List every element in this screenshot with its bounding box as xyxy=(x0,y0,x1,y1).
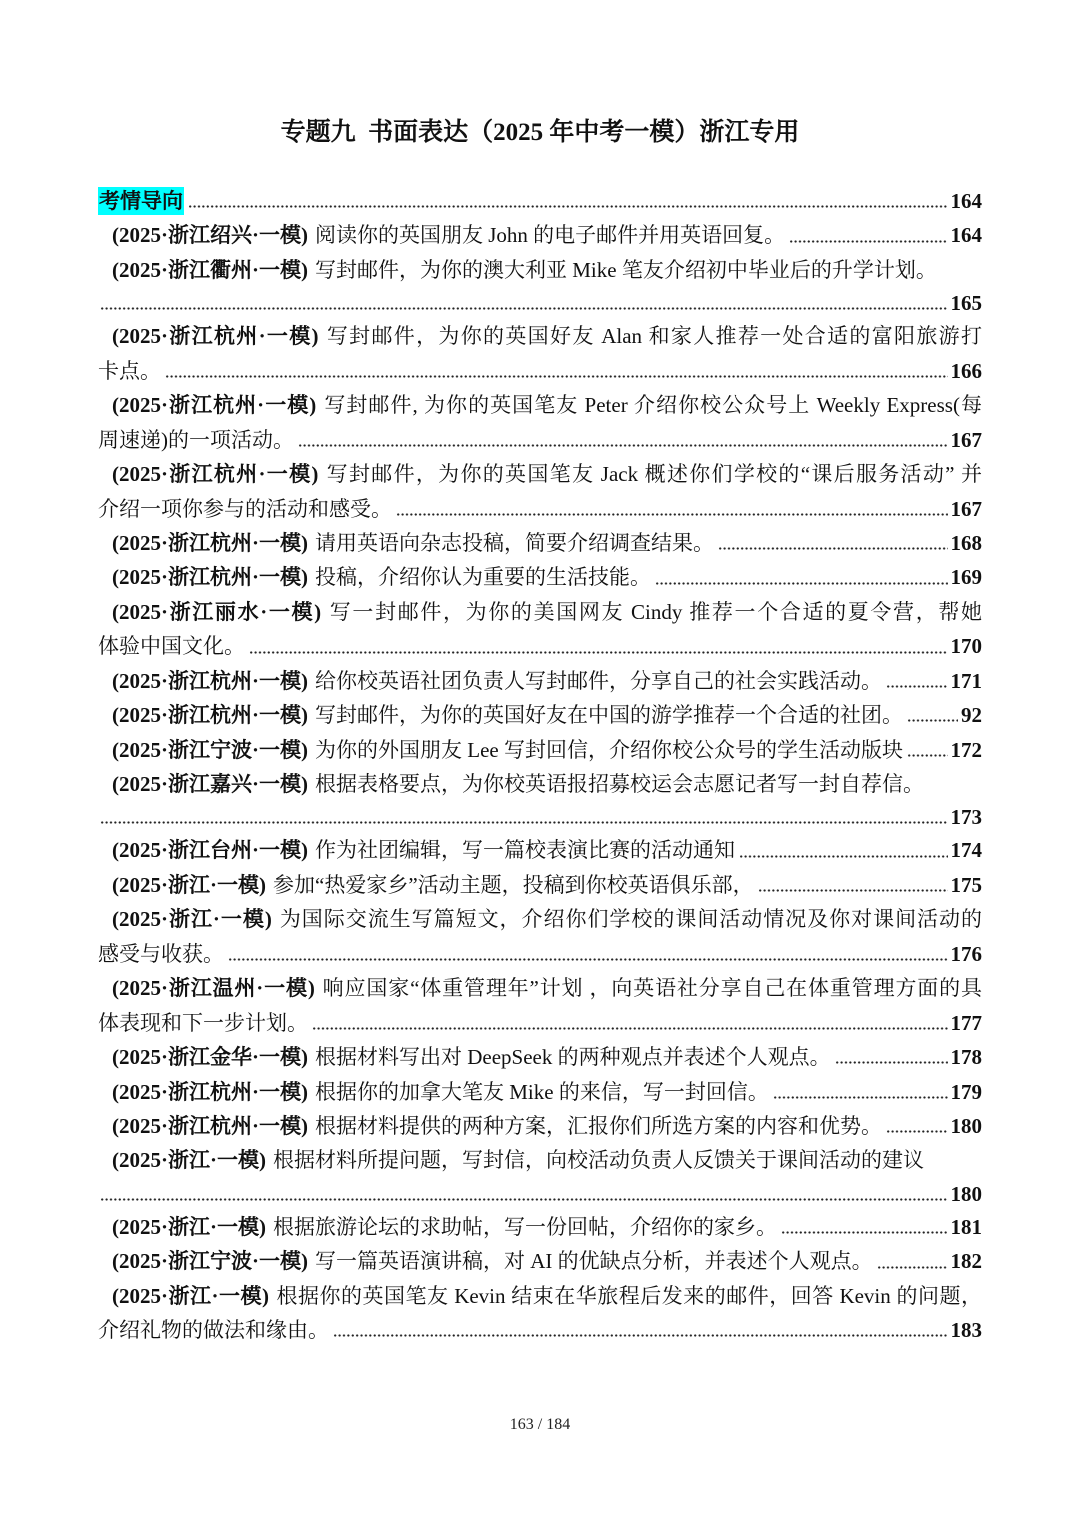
entry-line-text xyxy=(112,1210,777,1244)
entry-source: (2025·浙江丽水·一模) xyxy=(112,599,322,624)
entry-line-text xyxy=(112,733,903,767)
entry-text: 写封邮件，为你的英国好友 Alan 和家人推荐一处合适的富阳旅游打 xyxy=(325,324,982,349)
entry-line xyxy=(98,526,982,560)
entry-source: (2025·浙江杭州·一模) xyxy=(112,668,308,693)
entry-source: (2025·浙江绍兴·一模) xyxy=(112,223,308,248)
page-number: 172 xyxy=(950,737,982,762)
page-number: 179 xyxy=(950,1079,982,1104)
entry-leader-line xyxy=(98,1178,982,1210)
entry-line-text xyxy=(98,629,245,663)
toc-heading-row[interactable] xyxy=(98,184,982,218)
entry-line xyxy=(98,1143,982,1177)
dot-leader xyxy=(228,937,948,971)
toc-entry[interactable] xyxy=(98,733,982,767)
entry-text: 根据表格要点，为你校英语报招募校运会志愿记者写一封自荐信。 xyxy=(315,772,924,796)
page-indicator: 163 / 184 xyxy=(509,1416,571,1433)
entry-line xyxy=(98,1006,982,1040)
entry-text: 参加“热爱家乡”活动主题，投稿到你校英语俱乐部， xyxy=(273,872,754,897)
page-number: 180 xyxy=(950,1113,982,1138)
toc-entry[interactable] xyxy=(98,253,982,319)
dot-leader xyxy=(100,801,948,833)
entry-line xyxy=(98,629,982,663)
entry-line-text xyxy=(98,1006,308,1040)
page-number: 183 xyxy=(950,1318,982,1343)
entry-text: 根据你的英国笔友 Kevin 结束在华旅程后发来的邮件，回答 Kevin 的问题， xyxy=(275,1283,982,1308)
entry-line xyxy=(98,595,982,629)
entry-line xyxy=(98,902,982,936)
entry-line-text xyxy=(112,560,651,594)
entry-line xyxy=(98,457,982,491)
entry-text: 感受与收获。 xyxy=(98,941,224,966)
toc-entry[interactable] xyxy=(98,902,982,971)
entry-line xyxy=(98,354,982,388)
toc-entry[interactable] xyxy=(98,218,982,252)
entry-source: (2025·浙江宁波·一模) xyxy=(112,1249,308,1274)
toc-entries xyxy=(98,218,982,1347)
entry-line xyxy=(98,560,982,594)
entry-line xyxy=(98,218,982,252)
dot-leader xyxy=(100,1178,948,1210)
toc-entry[interactable] xyxy=(98,664,982,698)
dot-leader xyxy=(781,1210,948,1244)
entry-text: 阅读你的英国朋友 John 的电子邮件并用英语回复。 xyxy=(315,223,786,248)
entry-line xyxy=(98,253,982,287)
entry-line-text xyxy=(98,354,161,388)
page-number: 165 xyxy=(950,291,982,316)
entry-line-text xyxy=(98,492,392,526)
entry-line xyxy=(98,1040,982,1074)
page-number: 180 xyxy=(950,1181,982,1206)
entry-source: (2025·浙江·一模) xyxy=(112,1283,269,1308)
dot-leader xyxy=(718,526,948,560)
entry-line xyxy=(98,767,982,801)
page-title: 专题九 书面表达（2025 年中考一模）浙江专用 xyxy=(280,119,800,146)
dot-leader xyxy=(655,560,948,594)
entry-source: (2025·浙江嘉兴·一模) xyxy=(112,772,308,796)
dot-leader xyxy=(789,218,947,252)
dot-leader xyxy=(188,184,948,218)
toc-entry[interactable] xyxy=(98,1244,982,1278)
entry-line xyxy=(98,937,982,971)
entry-line xyxy=(98,868,982,902)
entry-text: 给你校英语社团负责人写封邮件，分享自己的社会实践活动。 xyxy=(315,668,882,693)
dot-leader xyxy=(312,1006,948,1040)
dot-leader xyxy=(758,868,948,902)
entry-source: (2025·浙江杭州·一模) xyxy=(112,565,308,590)
entry-source: (2025·浙江杭州·一模) xyxy=(112,393,317,418)
dot-leader xyxy=(835,1040,948,1074)
toc-entry[interactable] xyxy=(98,526,982,560)
entry-text: 写封邮件，为你的英国笔友 Jack 概述你们学校的“课后服务活动” 并 xyxy=(325,462,982,487)
entry-line xyxy=(98,423,982,457)
page-number: 167 xyxy=(950,427,982,452)
page-number: 169 xyxy=(950,565,982,590)
entry-source: (2025·浙江·一模) xyxy=(112,907,272,932)
entry-line-text xyxy=(112,698,903,732)
entry-text: 响应国家“体重管理年”计划 ，向英语社分享自己在体重管理方面的具 xyxy=(321,976,982,1001)
entry-source: (2025·浙江宁波·一模) xyxy=(112,737,308,762)
dot-leader xyxy=(249,629,948,663)
entry-source: (2025·浙江杭州·一模) xyxy=(112,703,308,728)
entry-line xyxy=(98,1075,982,1109)
entry-line-text xyxy=(112,1109,882,1143)
toc-entry[interactable] xyxy=(98,971,982,1040)
entry-line xyxy=(98,971,982,1005)
entry-text: 写一封邮件，为你的美国网友 Cindy 推荐一个合适的夏令营，帮她 xyxy=(328,599,982,624)
entry-text: 周速递)的一项活动。 xyxy=(98,427,294,452)
entry-text: 卡点。 xyxy=(98,358,161,383)
dot-leader xyxy=(907,698,958,732)
dot-leader xyxy=(100,287,948,319)
toc-entry[interactable] xyxy=(98,1279,982,1348)
entry-line xyxy=(98,1109,982,1143)
entry-line-text xyxy=(112,526,714,560)
entry-text: 介绍一项你参与的活动和感受。 xyxy=(98,496,392,521)
page-number: 177 xyxy=(950,1010,982,1035)
dot-leader xyxy=(907,733,948,767)
entry-text: 写封邮件，为你的英国好友在中国的游学推荐一个合适的社团。 xyxy=(315,703,903,728)
dot-leader xyxy=(877,1244,948,1278)
toc-entry[interactable] xyxy=(98,388,982,457)
dot-leader xyxy=(396,492,948,526)
entry-source: (2025·浙江温州·一模) xyxy=(112,976,315,1001)
page-number: 164 xyxy=(950,189,982,213)
dot-leader xyxy=(739,833,948,867)
entry-line-text xyxy=(112,833,735,867)
entry-line-text xyxy=(98,937,224,971)
entry-line xyxy=(98,833,982,867)
entry-source: (2025·浙江台州·一模) xyxy=(112,838,308,863)
entry-text: 根据旅游论坛的求助帖，写一份回帖，介绍你的家乡。 xyxy=(273,1214,777,1239)
page-number: 171 xyxy=(950,668,982,693)
toc-entry[interactable] xyxy=(98,1143,982,1209)
page-number: 166 xyxy=(950,358,982,383)
page-number: 181 xyxy=(950,1214,982,1239)
entry-text: 体验中国文化。 xyxy=(98,634,245,659)
toc-entry[interactable] xyxy=(98,1210,982,1244)
dot-leader xyxy=(886,664,948,698)
page-number: 164 xyxy=(950,223,982,248)
entry-text: 为国际交流生写篇短文，介绍你们学校的课间活动情况及你对课间活动的 xyxy=(278,907,982,932)
entry-line-text xyxy=(98,1313,329,1347)
dot-leader xyxy=(298,423,948,457)
entry-line-text xyxy=(112,868,754,902)
entry-text: 介绍礼物的做法和缘由。 xyxy=(98,1318,329,1343)
entry-text: 写封邮件，为你的澳大利亚 Mike 笔友介绍初中毕业后的升学计划。 xyxy=(315,257,937,282)
entry-line xyxy=(98,1210,982,1244)
toc-entry[interactable] xyxy=(98,560,982,594)
entry-text: 根据材料所提问题，写封信，向校活动负责人反馈关于课间活动的建议 xyxy=(273,1148,924,1173)
dot-leader xyxy=(333,1313,948,1347)
entry-text: 为你的外国朋友 Lee 写封回信，介绍你校公众号的学生活动版块 xyxy=(315,737,903,762)
toc-entry[interactable] xyxy=(98,319,982,388)
toc-entry[interactable] xyxy=(98,457,982,526)
entry-source: (2025·浙江杭州·一模) xyxy=(112,462,319,487)
entry-line-text xyxy=(112,664,882,698)
entry-line xyxy=(98,733,982,767)
entry-source: (2025·浙江杭州·一模) xyxy=(112,530,308,555)
entry-leader-line xyxy=(98,801,982,833)
dot-leader xyxy=(886,1109,948,1143)
toc-entry[interactable] xyxy=(98,767,982,833)
entry-text: 根据你的加拿大笔友 Mike 的来信，写一封回信。 xyxy=(315,1079,769,1104)
toc-entry[interactable] xyxy=(98,833,982,867)
entry-line-text xyxy=(112,1040,831,1074)
entry-text: 作为社团编辑，写一篇校表演比赛的活动通知 xyxy=(315,838,735,863)
table-of-contents xyxy=(98,184,982,1348)
entry-text: 写封邮件, 为你的英国笔友 Peter 介绍你校公众号上 Weekly Express(每 xyxy=(323,393,982,418)
entry-text: 根据材料写出对 DeepSeek 的两种观点并表述个人观点。 xyxy=(315,1045,831,1070)
entry-source: (2025·浙江·一模) xyxy=(112,1214,266,1239)
entry-source: (2025·浙江衢州·一模) xyxy=(112,257,308,282)
entry-source: (2025·浙江杭州·一模) xyxy=(112,1113,308,1138)
page-number: 92 xyxy=(961,703,982,728)
entry-text: 投稿，介绍你认为重要的生活技能。 xyxy=(315,565,651,590)
entry-leader-line xyxy=(98,287,982,319)
entry-source: (2025·浙江·一模) xyxy=(112,1148,266,1173)
dot-leader xyxy=(165,354,948,388)
entry-text: 体表现和下一步计划。 xyxy=(98,1010,308,1035)
entry-source: (2025·浙江·一模) xyxy=(112,872,266,897)
toc-entry[interactable] xyxy=(98,1075,982,1109)
entry-text: 请用英语向杂志投稿，简要介绍调查结果。 xyxy=(315,530,714,555)
toc-entry[interactable] xyxy=(98,595,982,664)
page-number: 176 xyxy=(950,941,982,966)
toc-entry[interactable] xyxy=(98,868,982,902)
entry-line-text xyxy=(112,1244,873,1278)
entry-source: (2025·浙江杭州·一模) xyxy=(112,1079,308,1104)
entry-line xyxy=(98,319,982,353)
page-number: 178 xyxy=(950,1045,982,1070)
entry-line xyxy=(98,1279,982,1313)
entry-line xyxy=(98,1313,982,1347)
entry-line xyxy=(98,492,982,526)
page-number: 175 xyxy=(950,872,982,897)
entry-line-text xyxy=(112,1075,769,1109)
dot-leader xyxy=(773,1075,948,1109)
entry-source: (2025·浙江金华·一模) xyxy=(112,1045,308,1070)
entry-line xyxy=(98,664,982,698)
entry-line xyxy=(98,388,982,422)
entry-line-text xyxy=(112,218,785,252)
toc-entry[interactable] xyxy=(98,1040,982,1074)
toc-heading-text xyxy=(98,184,184,218)
entry-line xyxy=(98,698,982,732)
page-number: 167 xyxy=(950,496,982,521)
toc-heading-label: 考情导向 xyxy=(99,189,183,213)
page-number: 174 xyxy=(950,838,982,863)
page-number: 173 xyxy=(950,805,982,830)
entry-line xyxy=(98,1244,982,1278)
toc-entry[interactable] xyxy=(98,1109,982,1143)
entry-line-text xyxy=(98,423,294,457)
toc-entry[interactable] xyxy=(98,698,982,732)
page-number: 168 xyxy=(950,530,982,555)
page-number: 170 xyxy=(950,634,982,659)
entry-text: 写一篇英语演讲稿，对 AI 的优缺点分析，并表述个人观点。 xyxy=(315,1249,873,1274)
page-number: 182 xyxy=(950,1249,982,1274)
entry-text: 根据材料提供的两种方案，汇报你们所选方案的内容和优势。 xyxy=(315,1113,882,1138)
entry-source: (2025·浙江杭州·一模) xyxy=(112,324,319,349)
